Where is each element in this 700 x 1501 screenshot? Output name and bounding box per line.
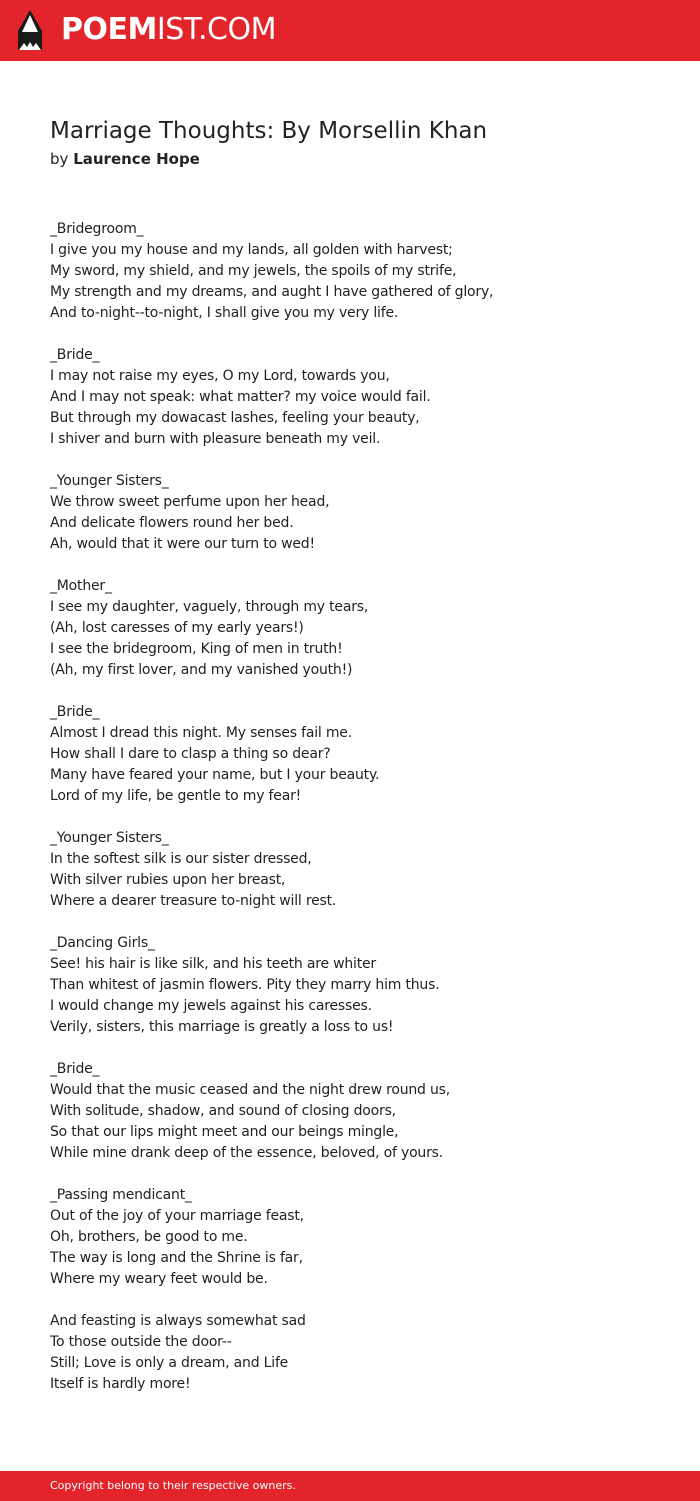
poem-stanza [50,576,650,681]
site-logo[interactable] [61,11,276,49]
poem-line: We throw sweet perfume upon her head, [50,494,330,510]
poem-line: _Bridegroom_ [50,221,144,237]
poem-line: I would change my jewels against his caresses. [50,998,372,1014]
poem-stanza [50,828,650,912]
poem-line: How shall I dare to clasp a thing so dear? [50,746,331,762]
poem-line: Lord of my life, be gentle to my fear! [50,788,302,804]
poem-stanza [50,471,650,555]
poem-line: In the softest silk is our sister dressed, [50,851,312,867]
poem-line: The way is long and the Shrine is far, [50,1250,303,1266]
poem-line: I may not raise my eyes, O my Lord, towards you, [50,368,390,384]
poem-line: _Bride_ [50,1061,100,1077]
poem-stanza [50,345,650,450]
pen-nib-icon[interactable] [17,9,43,51]
poem-line: But through my dowacast lashes, feeling your beauty, [50,410,420,426]
poem-line: _Bride_ [50,704,100,720]
poem-line: _Younger Sisters_ [50,473,169,489]
poem-line: Almost I dread this night. My senses fail me. [50,725,352,741]
poem-line: Would that the music ceased and the night drew round us, [50,1082,451,1098]
poem-stanza [50,1311,650,1395]
poem-line: _Dancing Girls_ [50,935,155,951]
poem-stanza [50,1185,650,1290]
poem-line: _Younger Sisters_ [50,830,169,846]
poem-line: I shiver and burn with pleasure beneath my veil. [50,431,381,447]
poem-line: While mine drank deep of the essence, beloved, of yours. [50,1145,444,1161]
poem-line: Than whitest of jasmin flowers. Pity they marry him thus. [50,977,440,993]
poem-line: My sword, my shield, and my jewels, the spoils of my strife, [50,263,457,279]
poem-line: Still; Love is only a dream, and Life [50,1355,289,1371]
poem-line: (Ah, lost caresses of my early years!) [50,620,304,636]
poem-line: With solitude, shadow, and sound of closing doors, [50,1103,396,1119]
poem-line: (Ah, my first lover, and my vanished youth!) [50,662,353,678]
poem-line: See! his hair is like silk, and his teeth are whiter [50,956,376,972]
poem-body [50,219,650,1416]
poem-line: And delicate flowers round her bed. [50,515,294,531]
poem-line: And feasting is always somewhat sad [50,1313,306,1329]
author-name: Laurence Hope [73,150,200,168]
poem-line: Many have feared your name, but I your beauty. [50,767,380,783]
poem-line: Out of the joy of your marriage feast, [50,1208,304,1224]
byline [50,149,200,169]
poem-line: Where my weary feet would be. [50,1271,268,1287]
poem-stanza [50,1059,650,1164]
poem-line: Itself is hardly more! [50,1376,191,1392]
poem-stanza [50,219,650,324]
poem-stanza [50,933,650,1038]
poem-line: With silver rubies upon her breast, [50,872,286,888]
poem-line: _Mother_ [50,578,112,594]
poem-line: I see my daughter, vaguely, through my tears, [50,599,369,615]
poem-stanza [50,702,650,807]
site-footer [0,1471,700,1501]
poem-line: Where a dearer treasure to-night will rest. [50,893,337,909]
site-header [0,0,700,61]
poem-line: Ah, would that it were our turn to wed! [50,536,315,552]
poem-line: _Passing mendicant_ [50,1187,192,1203]
poem-line: And I may not speak: what matter? my voice would fail. [50,389,431,405]
logo-light-text: IST.COM [156,12,276,47]
copyright-text: Copyright belong to their respective owners. [50,1479,296,1492]
poem-line: And to-night--to-night, I shall give you my very life. [50,305,399,321]
poem-line: _Bride_ [50,347,100,363]
poem-line: So that our lips might meet and our beings mingle, [50,1124,399,1140]
poem-line: I see the bridegroom, King of men in truth! [50,641,343,657]
logo-bold-text: POEM [61,12,157,47]
poem-line: Oh, brothers, be good to me. [50,1229,248,1245]
poem-line: I give you my house and my lands, all golden with harvest; [50,242,453,258]
poem-line: To those outside the door-- [50,1334,232,1350]
poem-title: Marriage Thoughts: By Morsellin Khan [50,118,488,144]
by-label: by [50,150,69,168]
poem-line: Verily, sisters, this marriage is greatly a loss to us! [50,1019,394,1035]
poem-line: My strength and my dreams, and aught I have gathered of glory, [50,284,494,300]
